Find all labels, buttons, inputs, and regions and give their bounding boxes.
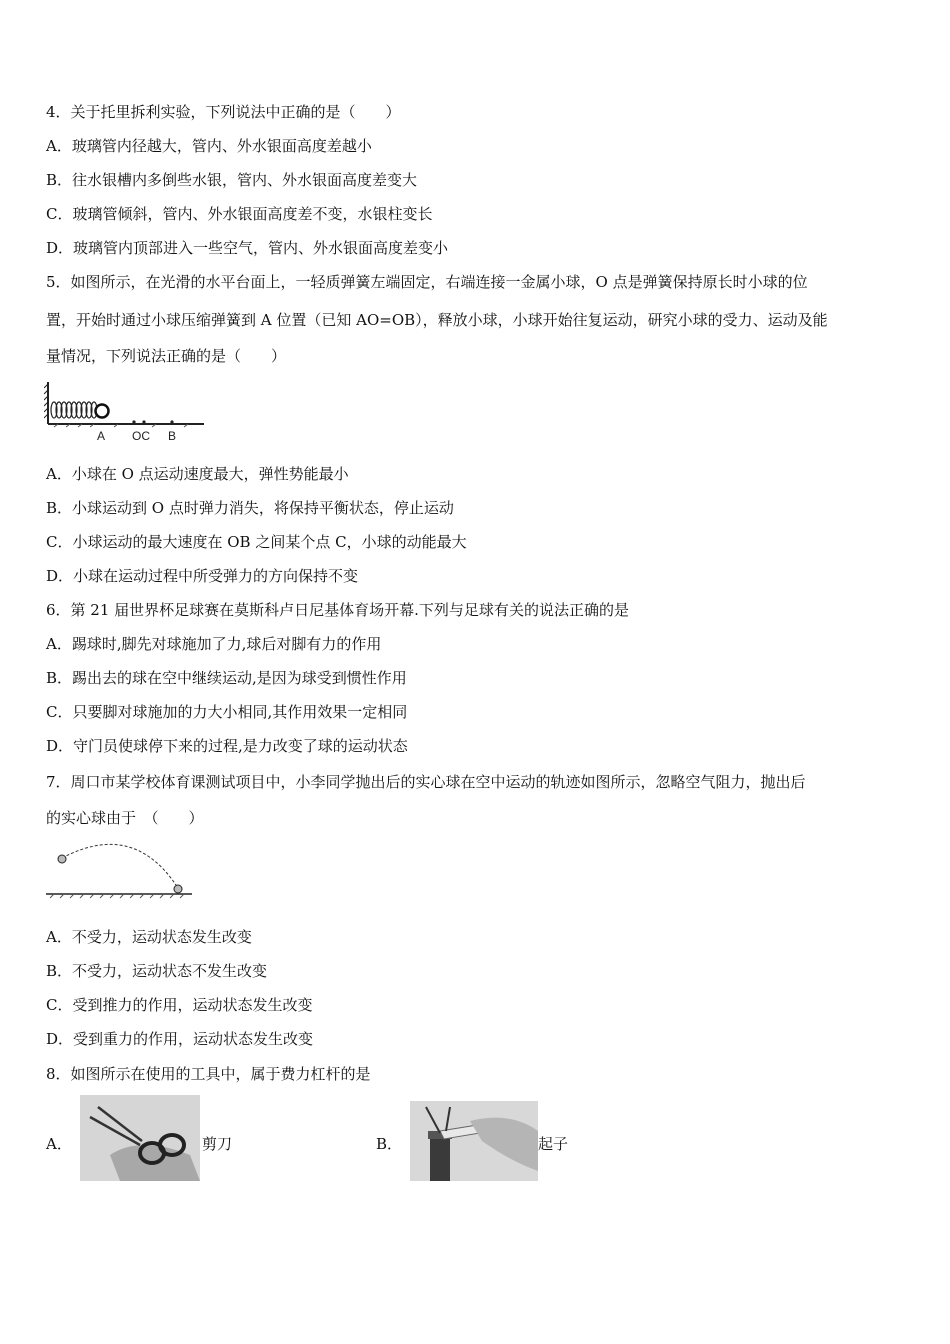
trajectory-path (62, 844, 178, 888)
q5-option-a[interactable]: A．小球在 O 点运动速度最大，弹性势能最小 (46, 465, 349, 483)
q7-option-c[interactable]: C．受到推力的作用，运动状态发生改变 (46, 996, 313, 1014)
q8-option-b-text: 起子 (538, 1135, 569, 1153)
q5-stem-line3: 量情况，下列说法正确的是（ ） (46, 347, 287, 365)
q7-option-b[interactable]: B．不受力，运动状态不发生改变 (46, 962, 268, 980)
q7-stem-line2: 的实心球由于 （ ） (46, 809, 204, 827)
ball-start (58, 855, 66, 863)
spring-figure (44, 380, 214, 446)
ball-end (174, 885, 182, 893)
scissors-icon (80, 1095, 200, 1181)
bottle-opener-icon (410, 1101, 538, 1181)
q6-option-d[interactable]: D．守门员使球停下来的过程,是力改变了球的运动状态 (46, 737, 408, 755)
q7-option-d[interactable]: D．受到重力的作用，运动状态发生改变 (46, 1030, 314, 1048)
q6-option-b[interactable]: B．踢出去的球在空中继续运动,是因为球受到惯性作用 (46, 669, 407, 687)
q5-stem-line2: 置，开始时通过小球压缩弹簧到 A 位置（已知 AO=OB），释放小球，小球开始往复运动，研究小球的受力、运动及能 (46, 311, 828, 329)
q7-stem-line1: 7．周口市某学校体育课测试项目中，小李同学抛出后的实心球在空中运动的轨迹如图所示，忽略空气阻力，抛出后 (46, 773, 806, 791)
q4-option-b[interactable]: B．往水银槽内多倒些水银，管内、外水银面高度差变大 (46, 171, 418, 189)
q8-option-a-letter[interactable]: A． (46, 1135, 72, 1153)
q5-option-b[interactable]: B．小球运动到 O 点时弹力消失，将保持平衡状态，停止运动 (46, 499, 454, 517)
q4-option-c[interactable]: C．玻璃管倾斜，管内、外水银面高度差不变，水银柱变长 (46, 205, 433, 223)
label-a: A (97, 429, 106, 443)
q4-stem: 4．关于托里拆利实验，下列说法中正确的是（ ） (46, 103, 401, 121)
q6-option-a[interactable]: A．踢球时,脚先对球施加了力,球后对脚有力的作用 (46, 635, 382, 653)
q6-option-c[interactable]: C．只要脚对球施加的力大小相同,其作用效果一定相同 (46, 703, 408, 721)
scissors-photo[interactable] (80, 1095, 200, 1181)
q4-option-a[interactable]: A．玻璃管内径越大，管内、外水银面高度差越小 (46, 137, 372, 155)
q8-option-b-letter[interactable]: B． (376, 1135, 403, 1153)
q8-stem: 8．如图所示在使用的工具中，属于费力杠杆的是 (46, 1065, 371, 1083)
trajectory-figure (44, 838, 196, 900)
label-b: B (168, 429, 177, 443)
q5-option-d[interactable]: D．小球在运动过程中所受弹力的方向保持不变 (46, 567, 359, 585)
metal-ball (96, 405, 109, 418)
q8-option-a-text: 剪刀 (202, 1135, 233, 1153)
q5-stem-line1: 5．如图所示，在光滑的水平台面上，一轻质弹簧左端固定，右端连接一金属小球，O 点是弹簧保持原长时小球的位 (46, 273, 808, 291)
q4-option-d[interactable]: D．玻璃管内顶部进入一些空气，管内、外水银面高度差变小 (46, 239, 449, 257)
q6-stem: 6．第 21 届世界杯足球赛在莫斯科卢日尼基体育场开幕.下列与足球有关的说法正确的是 (46, 601, 629, 619)
q5-option-c[interactable]: C．小球运动的最大速度在 OB 之间某个点 C，小球的动能最大 (46, 533, 467, 551)
label-oc: OC (132, 429, 150, 443)
q7-option-a[interactable]: A．不受力，运动状态发生改变 (46, 928, 252, 946)
bottle-opener-photo[interactable] (410, 1101, 538, 1181)
